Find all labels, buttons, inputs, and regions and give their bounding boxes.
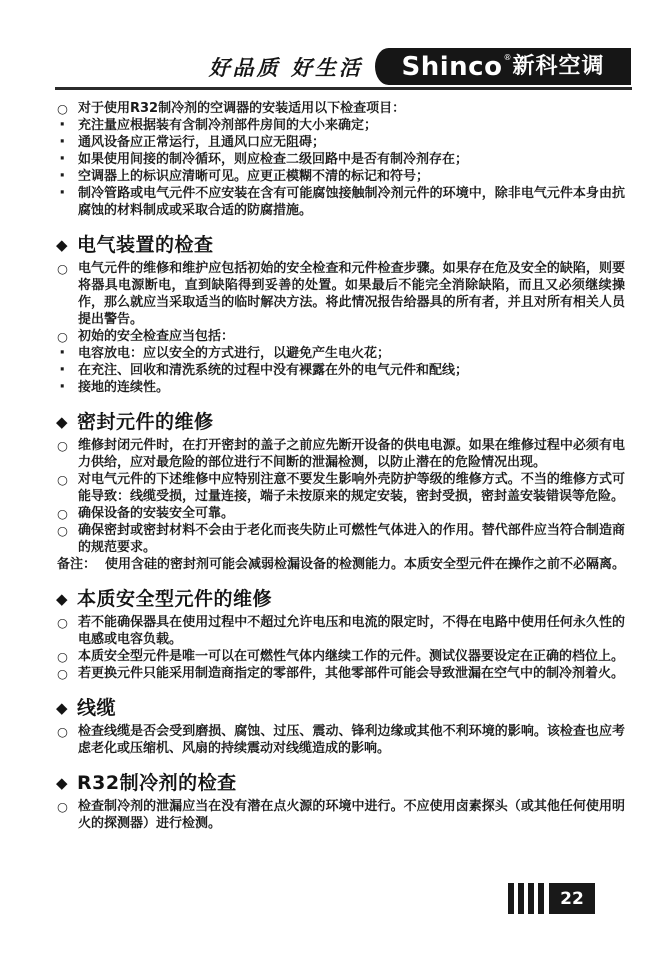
footer-bar-icon [518,883,524,914]
diamond-icon: ◆ [56,774,69,792]
section-title: 线缆 [77,697,117,719]
circle-bullet-icon: ○ [57,615,68,630]
item-text: 对电气元件的下述维修中应特别注意不要发生影响外壳防护等级的维修方式。不当的维修方式可能导致：线缆受损，过量连接，端子未按原来的规定安装，密封受损，密封盖安装错误等危险。 [78,472,625,504]
item-text: 接地的连续性。 [78,380,170,395]
circle-bullet-icon: ○ [57,506,68,521]
list-item [57,723,625,757]
section-0 [57,100,625,219]
registered-trademark-icon: ® [503,53,512,62]
item-text: 如果使用间接的制冷循环，则应检查二级回路中是否有制冷剂存在； [78,152,469,167]
section-heading [56,233,625,257]
section-1 [57,233,625,396]
header-divider [55,87,632,90]
brand-name-cn: 新科空调 [512,53,605,79]
section-title: 电气装置的检查 [77,234,214,256]
section-heading [56,410,625,434]
section-heading [56,587,625,611]
dot-bullet-icon: · [59,377,66,397]
item-text: 检查线缆是否会受到磨损、腐蚀、过压、震动、锋利边缘或其他不利环境的影响。该检查也应考虑老化或压缩机、风扇的持续震动对线缆造成的影响。 [78,724,625,756]
list-item [57,665,625,682]
item-text: 电容放电：应以安全的方式进行，以避免产生电火花； [78,346,391,361]
circle-bullet-icon: ○ [57,799,68,814]
item-text: 确保设备的安装安全可靠。 [78,506,235,521]
footer-bar-icon [508,883,514,914]
circle-bullet-icon: ○ [57,438,68,453]
item-text: 制冷管路或电气元件不应安装在含有可能腐蚀接触制冷剂元件的环境中，除非电气元件本身由抗腐蚀的材料制成或采取合适的防腐措施。 [78,186,625,218]
dot-bullet-icon: · [59,360,66,380]
item-text: 在充注、回收和清洗系统的过程中没有裸露在外的电气元件和配线； [78,363,469,378]
circle-bullet-icon: ○ [57,472,68,487]
item-text: 若更换元件只能采用制造商指定的零部件，其他零部件可能会导致泄漏在空气中的制冷剂着火。 [78,666,625,681]
document-body [57,100,625,832]
list-item [57,100,625,117]
list-item [57,168,625,185]
diamond-icon: ◆ [56,590,69,608]
section-heading [56,696,625,720]
note-prefix: 备注： [57,557,97,572]
item-text: 本质安全型元件是唯一可以在可燃性气体内继续工作的元件。测试仪器要设定在正确的档位上。 [78,649,625,664]
circle-bullet-icon: ○ [57,724,68,739]
list-item [57,362,625,379]
item-text: 检查制冷剂的泄漏应当在没有潜在点火源的环境中进行。不应使用卤素探头（或其他任何使用明火的探测器）进行检测。 [78,799,625,831]
section-title: R32制冷剂的检查 [77,772,237,794]
list-item [57,328,625,345]
diamond-icon: ◆ [56,413,69,431]
list-item [57,522,625,556]
section-title: 本质安全型元件的维修 [77,588,273,610]
list-item [57,185,625,219]
list-item [57,117,625,134]
item-text: 通风设备应正常运行，且通风口应无阻碍； [78,135,326,150]
item-text: 维修封闭元件时，在打开密封的盖子之前应先断开设备的供电电源。如果在维修过程中必须有电力供给，应对最危险的部位进行不间断的泄漏检测，以防止潜在的危险情况出现。 [78,438,625,470]
diamond-icon: ◆ [56,236,69,254]
page-header [0,48,631,85]
list-item [57,798,625,832]
diamond-icon: ◆ [56,699,69,717]
footer-bar-icon [528,883,534,914]
dot-bullet-icon: · [59,343,66,363]
item-text: 对于使用R32制冷剂的空调器的安装适用以下检查项目： [78,101,406,116]
brand-name-en: Shinco [401,51,503,82]
brand-logo [375,48,631,85]
circle-bullet-icon: ○ [57,649,68,664]
section-2 [57,410,625,573]
section-4 [57,696,625,757]
list-item [57,134,625,151]
item-text: 充注量应根据装有含制冷剂部件房间的大小来确定； [78,118,378,133]
list-item [57,379,625,396]
dot-bullet-icon: · [59,166,66,186]
circle-bullet-icon: ○ [57,101,68,116]
page-footer [508,883,595,914]
item-text: 初始的安全检查应当包括： [78,329,235,344]
list-item [57,471,625,505]
dot-bullet-icon: · [59,132,66,152]
list-item [57,437,625,471]
section-5 [57,771,625,832]
section-title: 密封元件的维修 [77,411,214,433]
list-item [57,614,625,648]
page-number: 22 [549,883,595,914]
list-item [57,505,625,522]
item-text: 若不能确保器具在使用过程中不超过允许电压和电流的限定时，不得在电路中使用任何永久性的电感或电容负载。 [78,615,625,647]
list-item [57,345,625,362]
item-text: 确保密封或密封材料不会由于老化而丧失防止可燃性气体进入的作用。替代部件应当符合制造商的规范要求。 [78,523,625,555]
circle-bullet-icon: ○ [57,329,68,344]
note-item [57,556,625,573]
circle-bullet-icon: ○ [57,261,68,276]
item-text: 空调器上的标识应清晰可见。应更正模糊不清的标记和符号； [78,169,430,184]
section-3 [57,587,625,682]
list-item [57,648,625,665]
dot-bullet-icon: · [59,115,66,135]
circle-bullet-icon: ○ [57,523,68,538]
dot-bullet-icon: · [59,149,66,169]
footer-bar-icon [538,883,544,914]
item-text: 电气元件的维修和维护应包括初始的安全检查和元件检查步骤。如果存在危及安全的缺陷，则要将器具电源断电，直到缺陷得到妥善的处置。如果最后不能完全消除缺陷，而且又必须继续操作，那么就应当采取适当的临时解决方法。将此情况报告给器具的所有者，并且对所有相关人员提出警告。 [78,261,625,327]
dot-bullet-icon: · [59,183,66,203]
list-item [57,260,625,328]
list-item [57,151,625,168]
brand-slogan: 好品质 好生活 [208,54,363,80]
section-heading [56,771,625,795]
item-text: 使用含硅的密封剂可能会减弱检漏设备的检测能力。本质安全型元件在操作之前不必隔离。 [105,557,626,572]
circle-bullet-icon: ○ [57,666,68,681]
